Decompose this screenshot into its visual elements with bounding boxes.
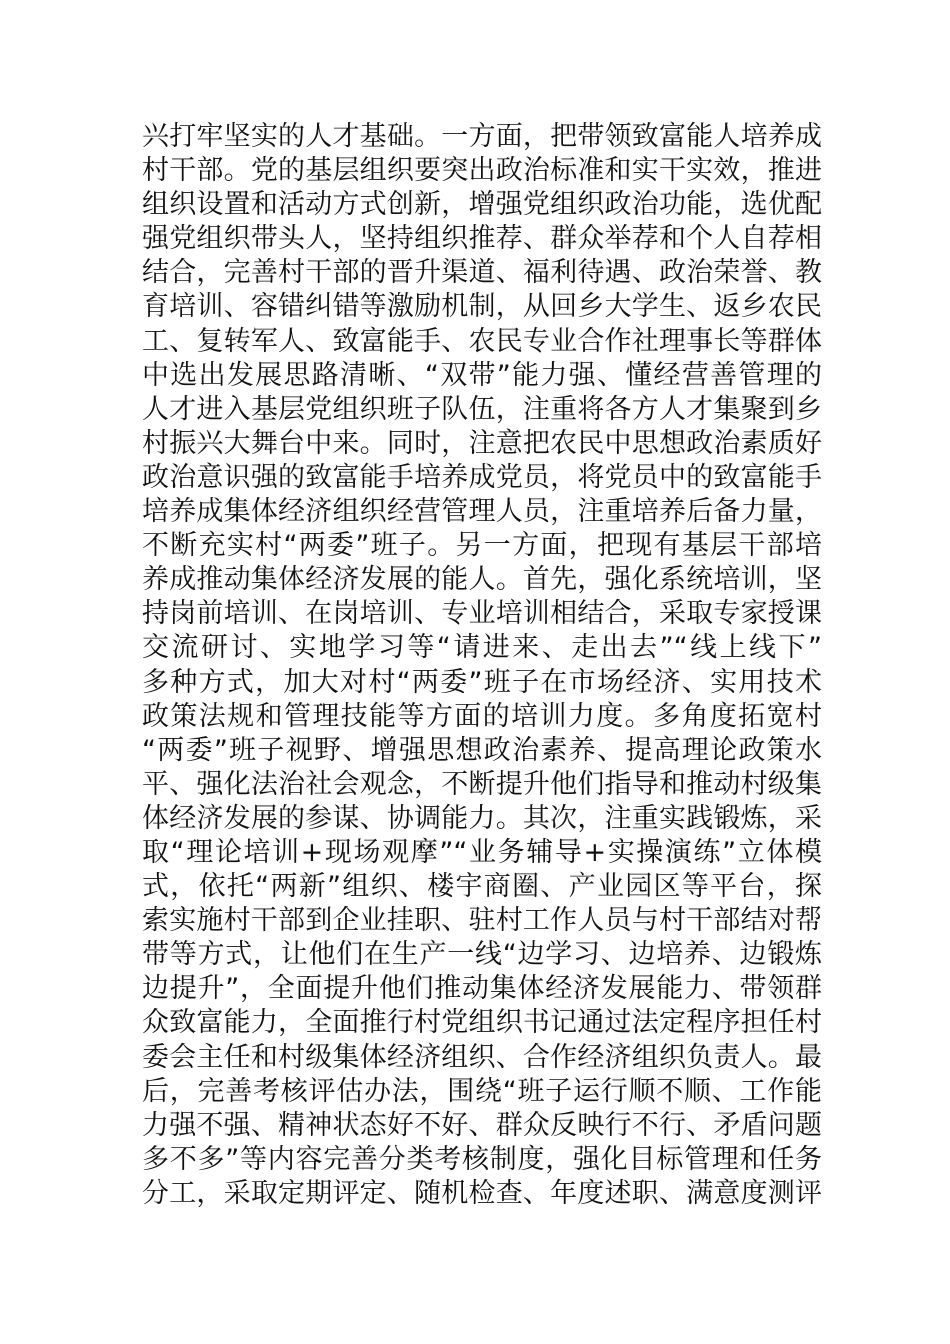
text-line: 带等方式，让他们在生产一线“边学习、边培养、边锻炼 bbox=[142, 939, 822, 971]
body-paragraph bbox=[142, 120, 822, 1211]
text-line: 边提升”，全面提升他们推动集体经济发展能力、带领群 bbox=[142, 973, 822, 1005]
text-line: 多种方式，加大对村“两委”班子在市场经济、实用技术 bbox=[142, 666, 822, 698]
text-line: 村干部。党的基层组织要突出政治标准和实干实效，推进 bbox=[142, 155, 822, 187]
text-line: 政治意识强的致富能手培养成党员，将党员中的致富能手 bbox=[142, 461, 822, 493]
text-line: 结合，完善村干部的晋升渠道、福利待遇、政治荣誉、教 bbox=[142, 257, 822, 289]
text-line: 政策法规和管理技能等方面的培训力度。多角度拓宽村 bbox=[142, 700, 822, 732]
text-line: 培养成集体经济组织经营管理人员，注重培养后备力量， bbox=[142, 496, 822, 528]
text-line: 索实施村干部到企业挂职、驻村工作人员与村干部结对帮 bbox=[142, 905, 822, 937]
text-line: 分工，采取定期评定、随机检查、年度述职、满意度测评 bbox=[142, 1177, 822, 1209]
text-line: 持岗前培训、在岗培训、专业培训相结合，采取专家授课 bbox=[142, 598, 822, 630]
text-line: 平、强化法治社会观念，不断提升他们指导和推动村级集 bbox=[142, 768, 822, 800]
text-line: 中选出发展思路清晰、“双带”能力强、懂经营善管理的 bbox=[142, 359, 822, 391]
text-line: 交流研讨、实地学习等“请进来、走出去”“线上线下” bbox=[142, 632, 822, 664]
text-line: 众致富能力，全面推行村党组织书记通过法定程序担任村 bbox=[142, 1007, 822, 1039]
text-line: 育培训、容错纠错等激励机制，从回乡大学生、返乡农民 bbox=[142, 291, 822, 323]
text-line: 不断充实村“两委”班子。另一方面，把现有基层干部培 bbox=[142, 530, 822, 562]
text-line: “两委”班子视野、增强思想政治素养、提高理论政策水 bbox=[142, 734, 822, 766]
text-line: 取“理论培训+现场观摩”“业务辅导+实操演练”立体模 bbox=[142, 836, 822, 868]
text-line: 组织设置和活动方式创新，增强党组织政治功能，选优配 bbox=[142, 189, 822, 221]
text-line: 村振兴大舞台中来。同时，注意把农民中思想政治素质好 bbox=[142, 427, 822, 459]
text-line: 后，完善考核评估办法，围绕“班子运行顺不顺、工作能 bbox=[142, 1075, 822, 1107]
text-line: 人才进入基层党组织班子队伍，注重将各方人才集聚到乡 bbox=[142, 393, 822, 425]
text-line: 工、复转军人、致富能手、农民专业合作社理事长等群体 bbox=[142, 325, 822, 357]
text-line: 强党组织带头人，坚持组织推荐、群众举荐和个人自荐相 bbox=[142, 223, 822, 255]
text-line: 式，依托“两新”组织、楼宇商圈、产业园区等平台，探 bbox=[142, 871, 822, 903]
text-line: 兴打牢坚实的人才基础。一方面，把带领致富能人培养成 bbox=[142, 121, 822, 152]
text-line: 养成推动集体经济发展的能人。首先，强化系统培训，坚 bbox=[142, 564, 822, 596]
text-line: 体经济发展的参谋、协调能力。其次，注重实践锻炼，采 bbox=[142, 802, 822, 834]
text-line: 多不多”等内容完善分类考核制度，强化目标管理和任务 bbox=[142, 1143, 822, 1175]
text-line: 委会主任和村级集体经济组织、合作经济组织负责人。最 bbox=[142, 1041, 822, 1073]
text-line: 力强不强、精神状态好不好、群众反映行不行、矛盾问题 bbox=[142, 1109, 822, 1141]
